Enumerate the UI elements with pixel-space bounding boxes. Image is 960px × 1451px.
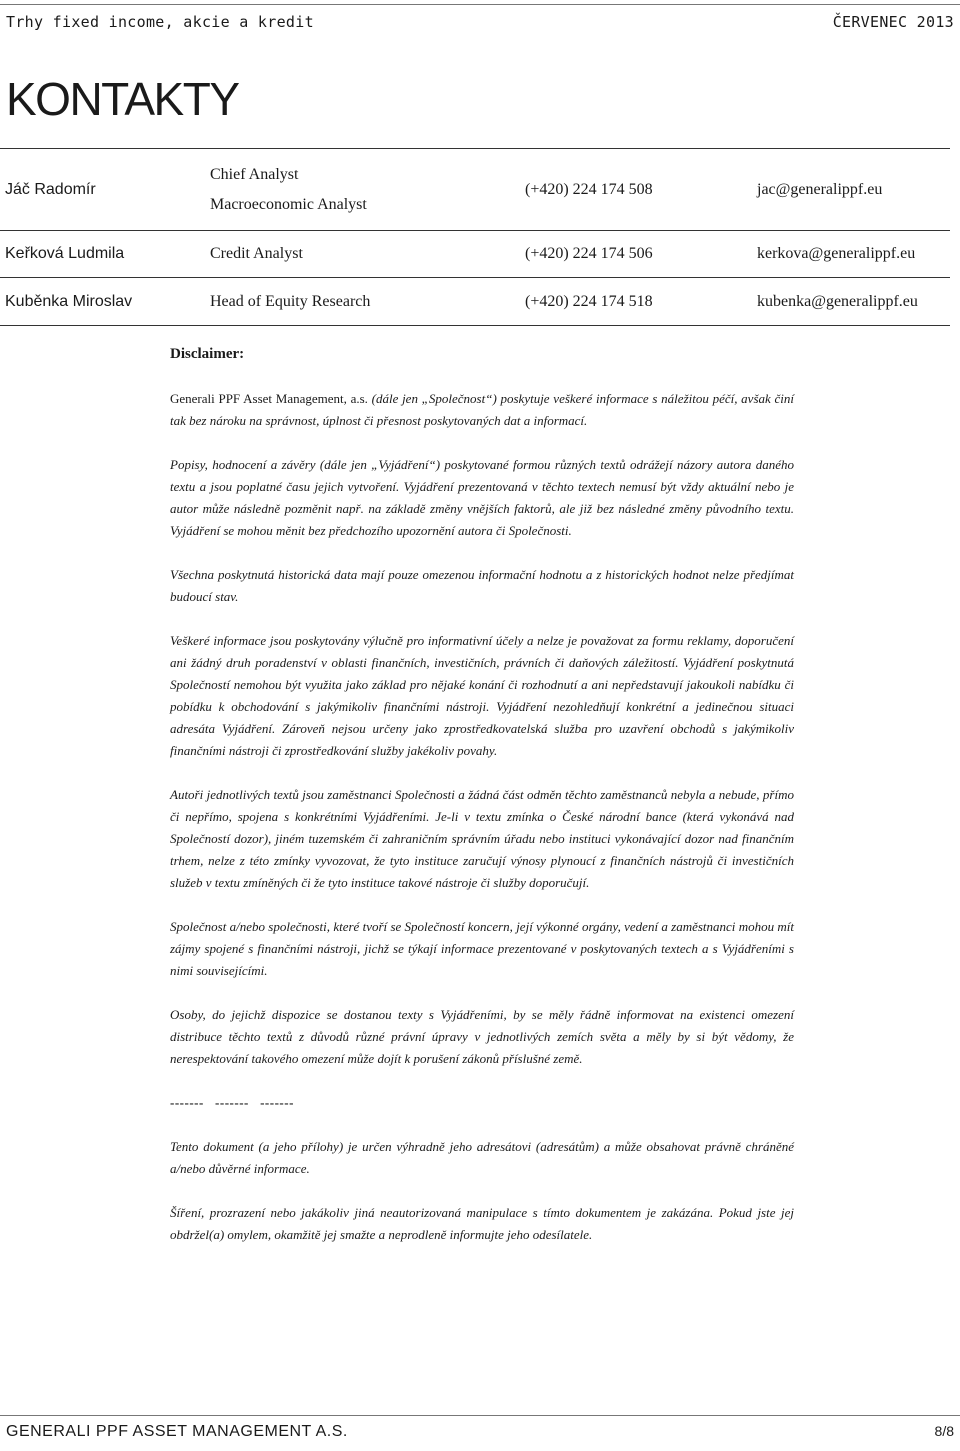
header-rule <box>0 4 960 5</box>
contact-phone: (+420) 224 174 518 <box>525 292 653 310</box>
contact-name: Kuběnka Miroslav <box>5 292 133 310</box>
disclaimer-paragraph <box>170 388 794 432</box>
contact-phone: (+420) 224 174 508 <box>525 180 653 198</box>
contact-role-line: Chief Analyst <box>210 165 299 183</box>
contact-row <box>0 278 950 326</box>
confidentiality-paragraph: Šíření, prozrazení nebo jakákoliv jiná neautorizovaná manipulace s tímto dokumentem je zakázána. Pokud jste jej obdržel(a) omylem, okamžitě jej smažte a neprodleně informujte jeho odesílatele. <box>170 1205 794 1242</box>
contact-role: Head of Equity Research <box>210 292 371 310</box>
contact-email[interactable]: kerkova@generalippf.eu <box>757 245 916 262</box>
disclaimer-paragraph: Veškeré informace jsou poskytovány výlučně pro informativní účely a nelze je považovat za formu reklamy, doporučení ani žádný druh poradenství v oblasti finančních, investičních, právních či daňových záležitostí. Vyjádření poskytnutá Společností nemohou být využita jako základ pro nějaké konání či rozhodnutí a ani nepředstavují jakoukoli nabídku či pobídku k obchodování s jakýmikoliv finančními nástroji. Vyjádření nezohledňují konkrétní a jedinečnou situaci adresáta Vyjádření. Zároveň nejsou určeny jako zprostředkovatelská služba pro uzavření obchodů s jakýmikoliv finančními nástroji či zprostředkování služby jakékoliv povahy. <box>170 633 794 758</box>
disclaimer-paragraph: Všechna poskytnutá historická data mají pouze omezenou informační hodnotu a z historických hodnot nelze předjímat budoucí stav. <box>170 567 794 604</box>
page-title: KONTAKTY <box>6 73 239 125</box>
separator-dashes: ------- ------- ------- <box>170 1095 294 1110</box>
disclaimer-paragraph: Autoři jednotlivých textů jsou zaměstnanci Společnosti a žádná část odměn těchto zaměstnanců nebyla a nebude, přímo či nepřímo, spojena s konkrétními Vyjádřeními. Je-li v textu zmínka o České národní bance (která vykonává nad Společností dozor), jiném tuzemském či zahraničním správním úřadu nebo instituci vykonávající dozor nad finančním trhem, nelze z této zmínky vyvozovat, že tyto instituce zaručují výnosy plynoucí z finančních nástrojů či investičních služeb v textu zmíněných či že tyto instituce takové nástroje či služby doporučují. <box>170 787 794 890</box>
page-number: 8/8 <box>934 1423 954 1439</box>
contact-name: Jáč Radomír <box>5 180 96 198</box>
confidentiality-paragraph: Tento dokument (a jeho přílohy) je určen výhradně jeho adresátovi (adresátům) a může obsahovat právně chráněné a/nebo důvěrné informace. <box>170 1139 794 1176</box>
company-name: Generali PPF Asset Management, a.s. <box>170 391 368 406</box>
disclaimer-body <box>170 388 794 1268</box>
contact-row <box>0 231 950 278</box>
disclaimer-paragraph: Popisy, hodnocení a závěry (dále jen „Vyjádření“) poskytované formou různých textů odrážejí názory autora daného textu a jsou poplatné času jejich vytvoření. Vyjádření prezentovaná v těchto textech nemusí být vždy aktuální nebo je autor může následně pozměnit např. na základě změny vnějších faktorů, ale již bez následné změny původního textu. Vyjádření se mohou měnit bez předchozího upozornění autora či Společnosti. <box>170 457 794 538</box>
contact-row <box>0 149 950 231</box>
report-date: ČERVENEC 2013 <box>832 13 954 31</box>
contact-phone: (+420) 224 174 506 <box>525 245 653 262</box>
contact-email[interactable]: kubenka@generalippf.eu <box>757 292 918 310</box>
contact-role: Credit Analyst <box>210 245 303 262</box>
contact-email[interactable]: jac@generalippf.eu <box>757 180 883 198</box>
disclaimer-paragraph: Osoby, do jejichž dispozice se dostanou texty s Vyjádřeními, by se měly řádně informovat na existenci omezení distribuce těchto textů z důvodů různé právní úpravy v jednotlivých zemích světa a měly by si být vědomy, že nerespektování takového omezení může dojít k porušení zákonů příslušné země. <box>170 1007 794 1066</box>
contact-name: Keřková Ludmila <box>5 245 125 262</box>
disclaimer-heading: Disclaimer: <box>170 346 245 362</box>
report-title: Trhy fixed income, akcie a kredit <box>6 13 314 31</box>
footer-company: GENERALI PPF ASSET MANAGEMENT A.S. <box>6 1423 348 1440</box>
footer-rule <box>0 1415 960 1416</box>
contact-role-line: Macroeconomic Analyst <box>210 195 367 213</box>
disclaimer-text: (dále jen „Společnost“) poskytuje veškeré informace s náležitou péčí, avšak činí tak bez nároku na správnost, úplnost či přesnost poskytovaných dat a informací. <box>170 391 794 428</box>
disclaimer-paragraph: Společnost a/nebo společnosti, které tvoří se Společností koncern, její výkonné orgány, vedení a zaměstnanci mohou mít zájmy spojené s finančními nástroji, jichž se týkají informace prezentované v poskytovaných textech a s Vyjádřeními s nimi souvisejícími. <box>170 919 794 978</box>
contact-role <box>210 149 525 231</box>
contacts-table <box>0 148 950 326</box>
